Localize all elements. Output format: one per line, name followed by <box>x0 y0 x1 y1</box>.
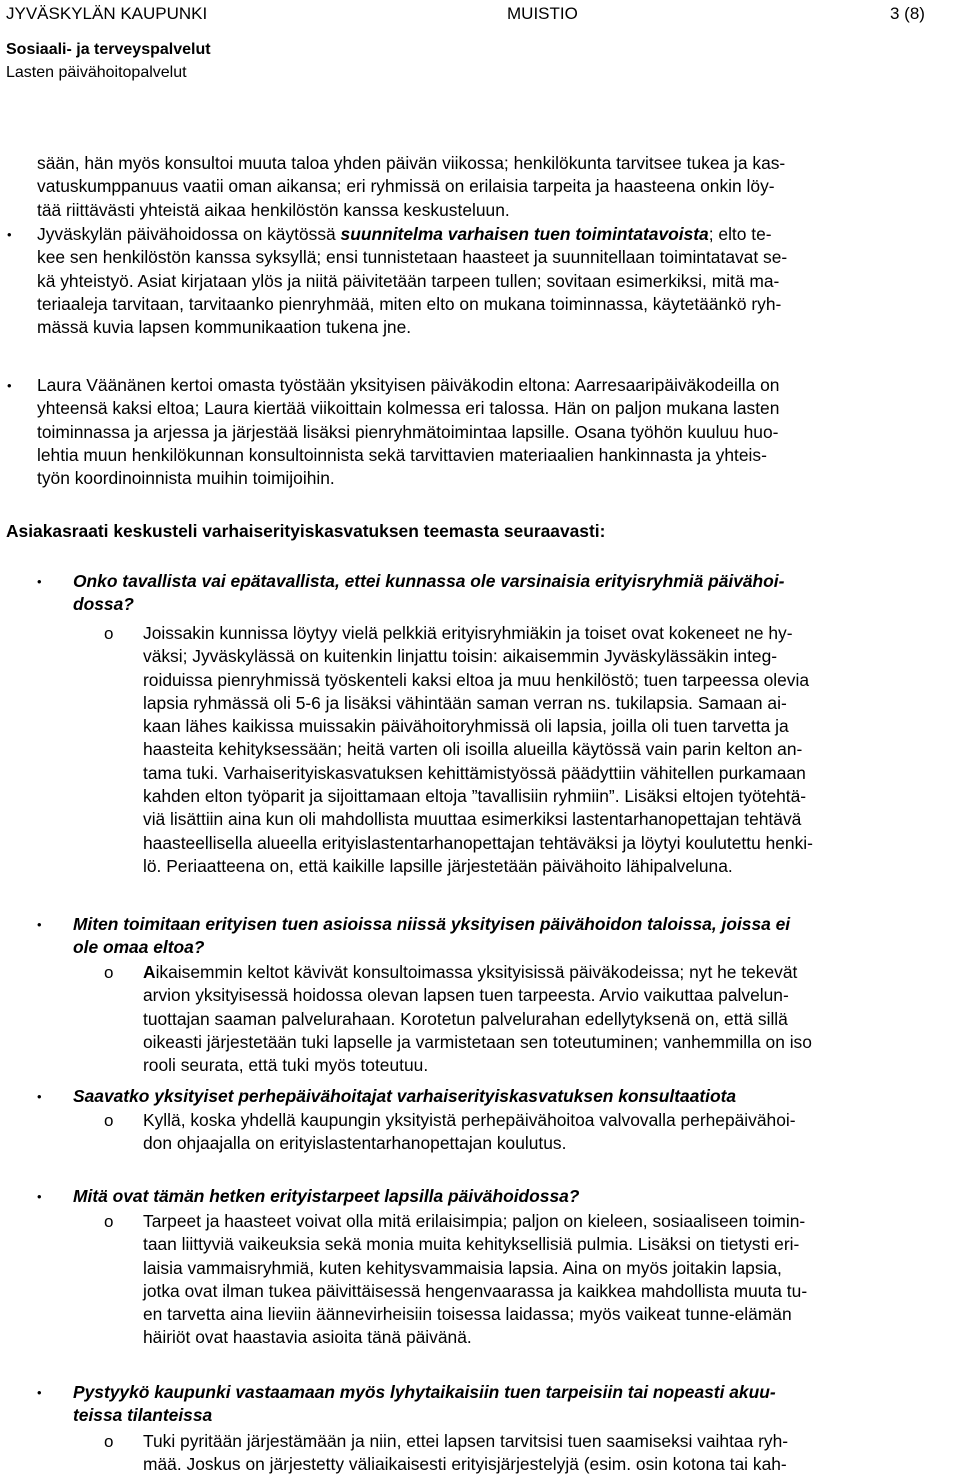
sub-bullet-icon: o <box>104 963 114 982</box>
text-line: laisia vammaisryhmiä, kuten kehitysvammaisia lapsia. Aina on myös joitakin lapsia, <box>143 1257 782 1278</box>
text-line: Laura Väänänen kertoi omasta työstään yksityisen päiväkodin eltona: Aarresaaripäiväkodeilla on <box>37 375 780 395</box>
text-line: mää. Joskus on järjestetty väliaikaisesti erityisjärjestelyjä (esim. osin kotona tai kah- <box>143 1454 787 1475</box>
sub-bullet-icon: o <box>104 1212 114 1231</box>
text-line: jotka ovat ilman tukea päivittäisessä hengenvaarassa ja kaikkea mahdollista muuta tu- <box>143 1280 808 1301</box>
question-heading <box>73 1185 579 1208</box>
text-line: Mitä ovat tämän hetken erityistarpeet lapsilla päivähoidossa? <box>73 1186 580 1206</box>
text-line: lehtia muun henkilökunnan konsultoinnista sekä tarvittavien materiaalien hankinnasta ja yhteis- <box>37 444 767 465</box>
bullet-icon: • <box>37 1089 42 1104</box>
sub-bullet-icon: o <box>104 1111 114 1130</box>
text-line: haasteita kehityksessään; heitä varten oli isoilla alueilla käytössä vain parin kelton an- <box>143 739 803 760</box>
text-line: teissa tilanteissa <box>73 1405 213 1426</box>
bullet-paragraph-laura <box>37 374 779 490</box>
text-line: dossa? <box>73 594 134 615</box>
bullet-icon: • <box>37 574 42 589</box>
text-line: työn koordinoinnista muihin toimijoihin. <box>37 468 335 489</box>
bullet-icon: • <box>7 378 12 393</box>
bullet-icon: • <box>7 227 12 242</box>
sub-bullet-icon: o <box>104 624 114 643</box>
text-line: mässä kuvia lapsen kommunikaation tukena jne. <box>37 317 412 338</box>
question-heading <box>73 1085 736 1108</box>
department-name: Sosiaali- ja terveyspalvelut <box>6 41 211 58</box>
text-line: rooli seurata, että tuki myös toteutuu. <box>143 1055 429 1076</box>
text-line: väksi; Jyväskylässä on kuitenkin linjattu toisin: aikaisemmin Jyväskylässäkin integ- <box>143 646 778 667</box>
text-line: don ohjaajalla on erityislastentarhanopettajan koulutus. <box>143 1133 567 1154</box>
unit-name: Lasten päivähoitopalvelut <box>6 64 187 81</box>
answer-paragraph <box>143 1430 788 1477</box>
text-line: haasteellisella alueella erityislastentarhanopettajan tehtäväksi ja löytyi koulutettu henki- <box>143 832 813 853</box>
text-line: lapsia ryhmässä oli 5-6 ja lisäksi vähintään saman verran ns. tukilapsia. Samaan ai- <box>143 692 787 713</box>
text-line: Miten toimitaan erityisen tuen asioissa niissä yksityisen päivähoidon taloissa, joissa ei <box>73 914 791 934</box>
text-line: sään, hän myös konsultoi muuta taloa yhden päivän viikossa; henkilökunta tarvitsee tukea ja kas- <box>37 153 786 173</box>
text-line: arvion yksityisessä hoidossa olevan lapsen tuen tarpeesta. Arvio vaikuttaa palvelun- <box>143 985 789 1006</box>
text-line: vatuskumppanuus vaatii oman aikansa; eri ryhmissä on erilaisia tarpeita ja haasteena onkin löy- <box>37 176 775 197</box>
text-line: Pystyykö kaupunki vastaamaan myös lyhytaikaisiin tuen tarpeisiin tai nopeasti akuu- <box>73 1382 776 1402</box>
text-line: viä lisättiin aina kun oli mahdollista muuttaa esimerkiksi lastentarhanopettajan tehtävä <box>143 809 802 830</box>
text-line: kaan lähes kaikissa muissakin päivähoitoryhmissä oli lapsia, joilla oli tuen tarvetta ja <box>143 716 789 737</box>
text-line: Onko tavallista vai epätavallista, ettei kunnassa ole varsinaisia erityisryhmiä päivähoi- <box>73 571 785 591</box>
answer-paragraph <box>143 1109 796 1156</box>
text-line: roiduissa pienryhmissä työskenteli kaksi eltoa ja muu henkilöstö; tuen tarpeessa olevia <box>143 669 810 690</box>
text-line: kahden elton työparit ja sijoittamaan eltoja ”tavallisiin ryhmiin”. Lisäksi eltojen työtehtä- <box>143 786 807 807</box>
text-line: en tarvetta aina lieviin äännevirheisiin toisessa laidassa; myös vaikeat tunne-elämän <box>143 1304 792 1325</box>
text-line: Tuki pyritään järjestämään ja niin, ettei lapsen tarvitsisi tuen saamiseksi vaihtaa ryh- <box>143 1431 789 1451</box>
text-line: tama tuki. Varhaiserityiskasvatuksen kehittämistyössä päädyttiin vähitellen purkamaan <box>143 762 806 783</box>
text-line: Tarpeet ja haasteet voivat olla mitä erilaisimpia; paljon on kieleen, sosiaaliseen toimin- <box>143 1211 806 1231</box>
page-number: 3 (8) <box>890 4 925 23</box>
text-line: kä yhteistyö. Asiat kirjataan ylös ja niitä päivitetään tarpeen tullen; sovitaan esimerkiksi, mitä ma- <box>37 270 780 291</box>
text-line: tuottajan saaman palvelurahaan. Korotetun palvelurahan edellytyksenä on, että sillä <box>143 1008 788 1029</box>
answer-paragraph <box>143 1210 807 1350</box>
text-line: teriaaleja tarvitaan, tarvitaanko pienryhmää, miten elto on mukana toiminnassa, käytetäänkö ryh- <box>37 293 782 314</box>
document-type: MUISTIO <box>507 4 578 23</box>
text-line: kee sen henkilöstön kanssa syksyllä; ensi tunnistetaan haasteet ja suunnitellaan toimintatavat se- <box>37 247 788 268</box>
bullet-paragraph-varhainen-tuki <box>37 223 787 339</box>
text-line: oikeasti järjestetään tuki lapselle ja varmistetaan sen toteutuminen; vanhemmilla on iso <box>143 1031 812 1052</box>
text-line: Aikaisemmin keltot kävivät konsultoimassa yksityisissä päiväkodeissa; nyt he tekevät <box>143 962 798 982</box>
bullet-icon: • <box>37 917 42 932</box>
organization-name: JYVÄSKYLÄN KAUPUNKI <box>6 4 208 23</box>
text-line: taan liittyviä vaikeuksia sekä monia muita kehityksellisiä pulmia. Lisäksi on tietysti eri- <box>143 1234 800 1255</box>
text-line: häiriöt ovat haastavia asioita tänä päivänä. <box>143 1327 472 1348</box>
text-line: Jyväskylän päivähoidossa on käytössä suunnitelma varhaisen tuen toimintatavoista; elto te- <box>37 224 772 244</box>
text-line: Kyllä, koska yhdellä kaupungin yksityistä perhepäivähoitoa valvovalla perhepäivähoi- <box>143 1110 796 1130</box>
answer-paragraph <box>143 961 812 1077</box>
text-line: tää riittävästi yhteistä aikaa henkilöstön kanssa keskusteluun. <box>37 199 510 220</box>
sub-bullet-icon: o <box>104 1432 114 1451</box>
text-line: toiminnassa ja arjessa ja järjestää lisäksi pienryhmätoimintaa lapsille. Osana työhön kuuluu huo- <box>37 421 779 442</box>
text-line: Saavatko yksityiset perhepäivähoitajat varhaiserityiskasvatuksen konsultaatiota <box>73 1086 737 1106</box>
text-line: yhteensä kaksi eltoa; Laura kiertää viikoittain kolmessa eri talossa. Hän on paljon mukana lasten <box>37 398 780 419</box>
answer-paragraph <box>143 622 813 878</box>
section-heading: Asiakasraati keskusteli varhaiserityiskasvatuksen teemasta seuraavasti: <box>6 521 606 541</box>
question-heading <box>73 1381 776 1428</box>
text-line: ole omaa eltoa? <box>73 937 205 958</box>
text-line: lö. Periaatteena on, että kaikille lapsille järjestetään päivähoito lähipalveluna. <box>143 855 733 876</box>
text-line: Joissakin kunnissa löytyy vielä pelkkiä erityisryhmiäkin ja toiset ovat kokeneet ne hy- <box>143 623 793 643</box>
question-heading <box>73 913 790 960</box>
intro-paragraph <box>37 152 785 222</box>
emphasis-text: suunnitelma varhaisen tuen toimintatavoista <box>340 224 709 244</box>
bullet-icon: • <box>37 1385 42 1400</box>
question-heading <box>73 570 784 617</box>
bullet-icon: • <box>37 1189 42 1204</box>
